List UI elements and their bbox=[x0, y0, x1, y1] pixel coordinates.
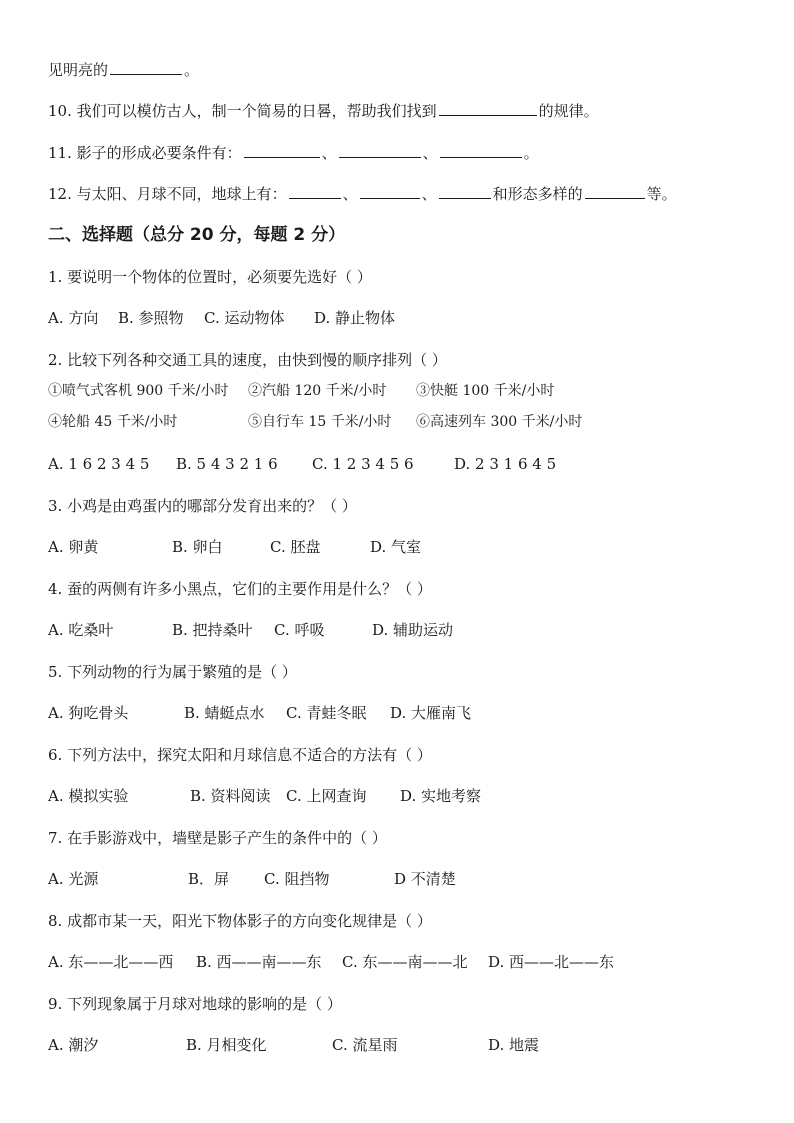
speed-item: ③快艇 100 千米/小时 bbox=[416, 383, 555, 399]
option-c[interactable]: C. 1 2 3 4 5 6 bbox=[312, 455, 414, 473]
options-row bbox=[48, 703, 471, 723]
option-a[interactable]: A. 卵黄 bbox=[48, 538, 99, 556]
option-d[interactable]: D. 大雁南飞 bbox=[390, 704, 472, 722]
option-b[interactable]: B．屏 bbox=[188, 870, 230, 888]
fill-in-q9-tail: 见明亮的 。 bbox=[48, 61, 200, 79]
option-c[interactable]: C. 流星雨 bbox=[332, 1036, 398, 1054]
option-b[interactable]: B. 把持桑叶 bbox=[172, 621, 253, 639]
option-d[interactable]: D. 2 3 1 6 4 5 bbox=[454, 455, 557, 473]
speed-item: ⑤自行车 15 千米/小时 bbox=[248, 414, 392, 430]
answer-blank[interactable] bbox=[439, 184, 491, 199]
speed-items-row bbox=[48, 381, 554, 401]
speed-item: ①喷气式客机 900 千米/小时 bbox=[48, 383, 229, 399]
question-stem: 7. 在手影游戏中，墙壁是影子产生的条件中的（ ） bbox=[48, 829, 387, 847]
question-stem: 3. 小鸡是由鸡蛋内的哪部分发育出来的？（ ） bbox=[48, 497, 357, 515]
option-c[interactable]: C. 青蛙冬眠 bbox=[286, 704, 367, 722]
fill-in-q11: 11. 影子的形成必要条件有： 、 、 。 bbox=[48, 144, 539, 162]
answer-blank[interactable] bbox=[440, 143, 522, 158]
answer-blank[interactable] bbox=[244, 143, 320, 158]
question-stem: 6. 下列方法中，探究太阳和月球信息不适合的方法有（ ） bbox=[48, 746, 432, 764]
answer-blank[interactable] bbox=[439, 101, 537, 116]
question-stem: 8. 成都市某一天，阳光下物体影子的方向变化规律是（ ） bbox=[48, 912, 432, 930]
option-b[interactable]: B. 卵白 bbox=[172, 538, 223, 556]
section-heading: 二、选择题（总分 20 分，每题 2 分） bbox=[48, 225, 346, 245]
question-stem: 4. 蚕的两侧有许多小黑点，它们的主要作用是什么？（ ） bbox=[48, 580, 432, 598]
answer-blank[interactable] bbox=[110, 60, 182, 75]
option-c[interactable]: C. 呼吸 bbox=[274, 621, 325, 639]
options-row bbox=[48, 869, 456, 889]
option-a[interactable]: A. 吃桑叶 bbox=[48, 621, 114, 639]
option-d[interactable]: D. 辅助运动 bbox=[372, 621, 454, 639]
question-stem: 9. 下列现象属于月球对地球的影响的是（ ） bbox=[48, 995, 342, 1013]
options-row bbox=[48, 454, 556, 474]
option-a[interactable]: A. 1 6 2 3 4 5 bbox=[48, 455, 150, 473]
options-row bbox=[48, 1035, 539, 1055]
option-d[interactable]: D 不清楚 bbox=[394, 870, 456, 888]
option-a[interactable]: A. 东——北——西 bbox=[48, 953, 174, 971]
option-b[interactable]: B. 蜻蜓点水 bbox=[184, 704, 265, 722]
option-a[interactable]: A. 潮汐 bbox=[48, 1036, 99, 1054]
option-a[interactable]: A. 光源 bbox=[48, 870, 99, 888]
question-stem: 1. 要说明一个物体的位置时，必须要先选好（ ） bbox=[48, 268, 372, 286]
option-b[interactable]: B. 月相变化 bbox=[186, 1036, 267, 1054]
option-d[interactable]: D. 气室 bbox=[370, 538, 422, 556]
speed-items-row bbox=[48, 412, 582, 432]
option-c[interactable]: C. 阻挡物 bbox=[264, 870, 330, 888]
option-a[interactable]: A. 模拟实验 bbox=[48, 787, 129, 805]
option-c[interactable]: C. 运动物体 bbox=[204, 309, 285, 327]
options-row bbox=[48, 786, 481, 806]
option-b[interactable]: B. 参照物 bbox=[118, 309, 184, 327]
answer-blank[interactable] bbox=[339, 143, 421, 158]
answer-blank[interactable] bbox=[360, 184, 420, 199]
speed-item: ④轮船 45 千米/小时 bbox=[48, 414, 178, 430]
fill-in-q12: 12. 与太阳、月球不同，地球上有： 、 、 和形态多样的 等。 bbox=[48, 185, 677, 203]
options-row bbox=[48, 952, 614, 972]
option-b[interactable]: B. 西——南——东 bbox=[196, 953, 322, 971]
question-stem: 2. 比较下列各种交通工具的速度，由快到慢的顺序排列（ ） bbox=[48, 351, 447, 369]
option-a[interactable]: A. 方向 bbox=[48, 309, 99, 327]
options-row bbox=[48, 537, 421, 557]
option-a[interactable]: A. 狗吃骨头 bbox=[48, 704, 129, 722]
question-stem: 5. 下列动物的行为属于繁殖的是（ ） bbox=[48, 663, 297, 681]
option-c[interactable]: C. 上网查询 bbox=[286, 787, 367, 805]
answer-blank[interactable] bbox=[585, 184, 645, 199]
answer-blank[interactable] bbox=[289, 184, 341, 199]
option-b[interactable]: B. 资料阅读 bbox=[190, 787, 271, 805]
options-row bbox=[48, 620, 453, 640]
option-d[interactable]: D. 实地考察 bbox=[400, 787, 482, 805]
speed-item: ②汽船 120 千米/小时 bbox=[248, 383, 387, 399]
option-c[interactable]: C. 胚盘 bbox=[270, 538, 321, 556]
option-d[interactable]: D. 西——北——东 bbox=[488, 953, 615, 971]
fill-in-q10: 10. 我们可以模仿古人，制一个简易的日晷，帮助我们找到 的规律。 bbox=[48, 102, 599, 120]
option-d[interactable]: D. 静止物体 bbox=[314, 309, 396, 327]
option-b[interactable]: B. 5 4 3 2 1 6 bbox=[176, 455, 278, 473]
options-row bbox=[48, 308, 395, 328]
speed-item: ⑥高速列车 300 千米/小时 bbox=[416, 414, 583, 430]
option-d[interactable]: D. 地震 bbox=[488, 1036, 540, 1054]
option-c[interactable]: C. 东——南——北 bbox=[342, 953, 468, 971]
